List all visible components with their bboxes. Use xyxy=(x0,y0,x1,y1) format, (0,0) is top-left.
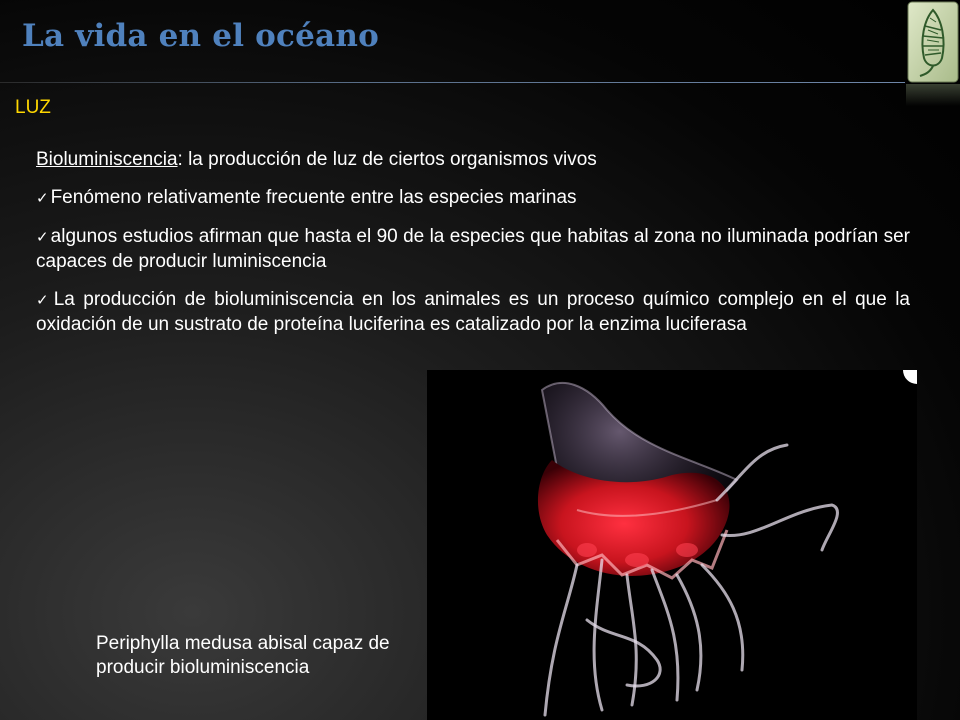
pine-cone-logo-icon xyxy=(906,0,960,84)
bullet-item xyxy=(36,186,910,211)
slide-title: La vida en el océano xyxy=(22,18,379,54)
definition-text: : la producción de luz de ciertos organismos vivos xyxy=(177,149,597,170)
bullet-text: La producción de bioluminiscencia en los animales es un proceso químico complejo en el que la oxidación de un sustrato de proteína luciferina es catalizado por la enzima luciferasa xyxy=(36,289,910,335)
title-divider xyxy=(0,82,905,83)
checkmark-icon: ✓ xyxy=(36,292,52,309)
bullet-item xyxy=(36,225,910,274)
section-heading: LUZ xyxy=(15,97,51,118)
jellyfish-illustration xyxy=(427,370,917,720)
bullet-text: Fenómeno relativamente frecuente entre las especies marinas xyxy=(50,187,577,208)
bullet-item xyxy=(36,288,910,337)
checkmark-icon: ✓ xyxy=(36,190,49,207)
photo-caption: Periphylla medusa abisal capaz de producir bioluminiscencia xyxy=(96,633,390,678)
definition-paragraph xyxy=(36,148,910,172)
slide-body xyxy=(36,148,910,351)
logo-reflection xyxy=(906,84,960,106)
bullet-text: algunos estudios afirman que hasta el 90 de la especies que habitas al zona no iluminada podrían ser capaces de producir luminiscencia xyxy=(36,226,910,272)
definition-term: Bioluminiscencia xyxy=(36,149,178,170)
jellyfish-photo xyxy=(427,370,917,720)
checkmark-icon: ✓ xyxy=(36,229,49,246)
